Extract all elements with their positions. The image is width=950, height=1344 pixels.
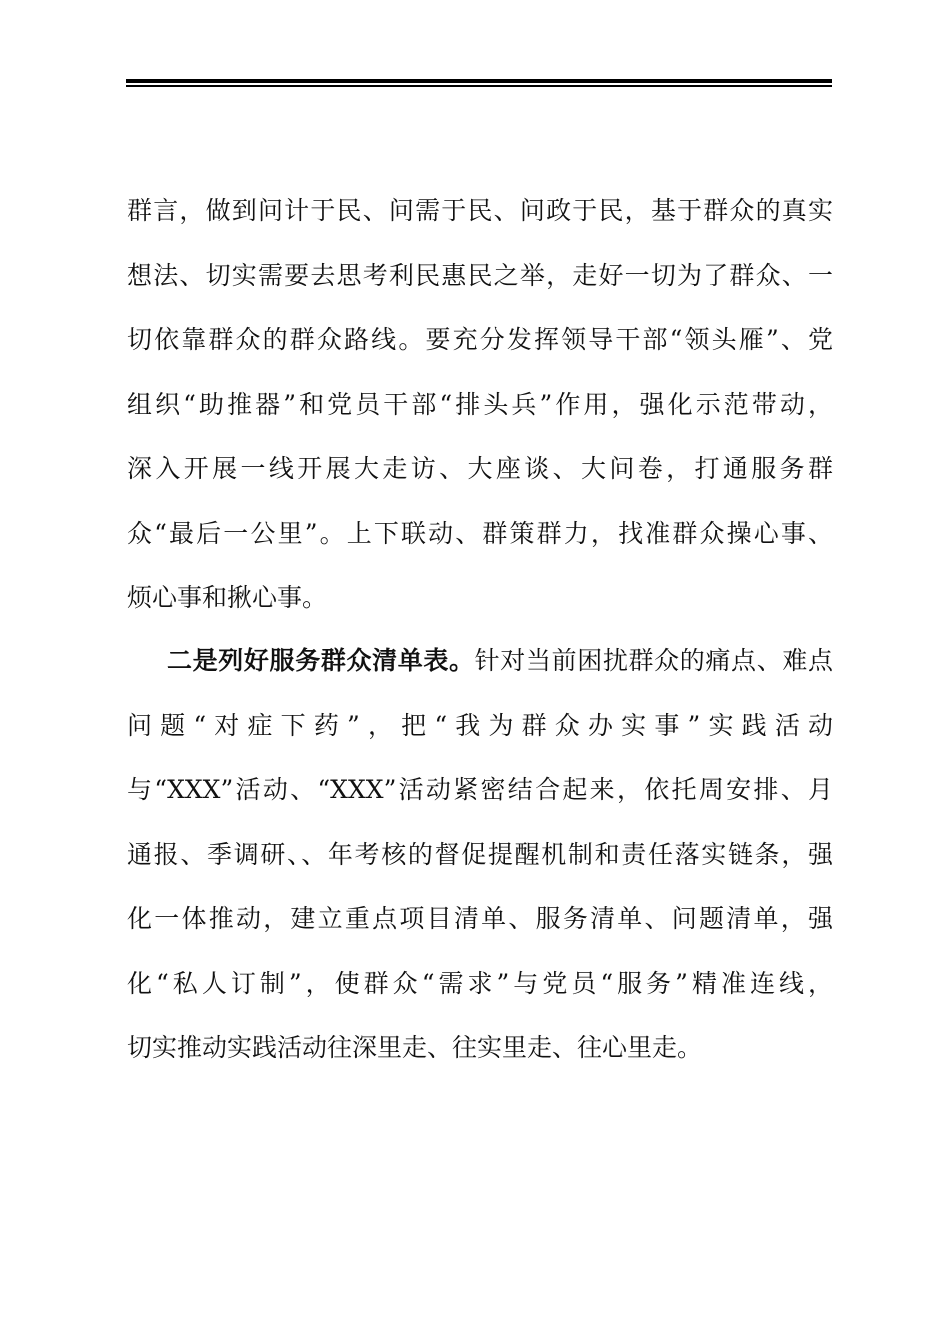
paragraph-2-line-1	[127, 639, 833, 683]
paragraph-2-heading: 二是列好服务群众清单表。	[167, 646, 475, 675]
paragraph-2-line-4: 通报、季调研、、年考核的督促提醒机制和责任落实链条，强	[127, 840, 833, 869]
paragraph-2-line-2: 问题“对症下药”，把“我为群众办实事”实践活动	[127, 711, 833, 740]
paragraph-2-line-3: 与“XXX”活动、“XXX”活动紧密结合起来，依托周安排、月	[127, 775, 833, 804]
paragraph-1-line-4: 组织“助推器”和党员干部“排头兵”作用，强化示范带动，	[127, 390, 833, 419]
paragraph-1-line-7: 烦心事和揪心事。	[127, 583, 328, 612]
paragraph-2-line-6: 化“私人订制”，使群众“需求”与党员“服务”精准连线，	[127, 969, 833, 998]
paragraph-1-line-2: 想法、切实需要去思考利民惠民之举，走好一切为了群众、一	[127, 261, 833, 290]
paragraph-1-line-1: 群言，做到问计于民、问需于民、问政于民，基于群众的真实	[127, 196, 833, 225]
paragraph-1-line-3: 切依靠群众的群众路线。要充分发挥领导干部“领头雁”、党	[127, 325, 833, 354]
paragraph-1-line-5: 深入开展一线开展大走访、大座谈、大问卷，打通服务群	[127, 454, 833, 483]
paragraph-2-line-5: 化一体推动，建立重点项目清单、服务清单、问题清单，强	[127, 904, 833, 933]
header-rule-thick	[126, 79, 832, 83]
paragraph-2-line-1-text: 针对当前困扰群众的痛点、难点	[474, 646, 833, 675]
header-rule-thin	[126, 85, 832, 87]
paragraph-2-line-7: 切实推动实践活动往深里走、往实里走、往心里走。	[127, 1033, 703, 1062]
paragraph-1-line-6: 众“最后一公里”。上下联动、群策群力，找准群众操心事、	[127, 519, 833, 548]
